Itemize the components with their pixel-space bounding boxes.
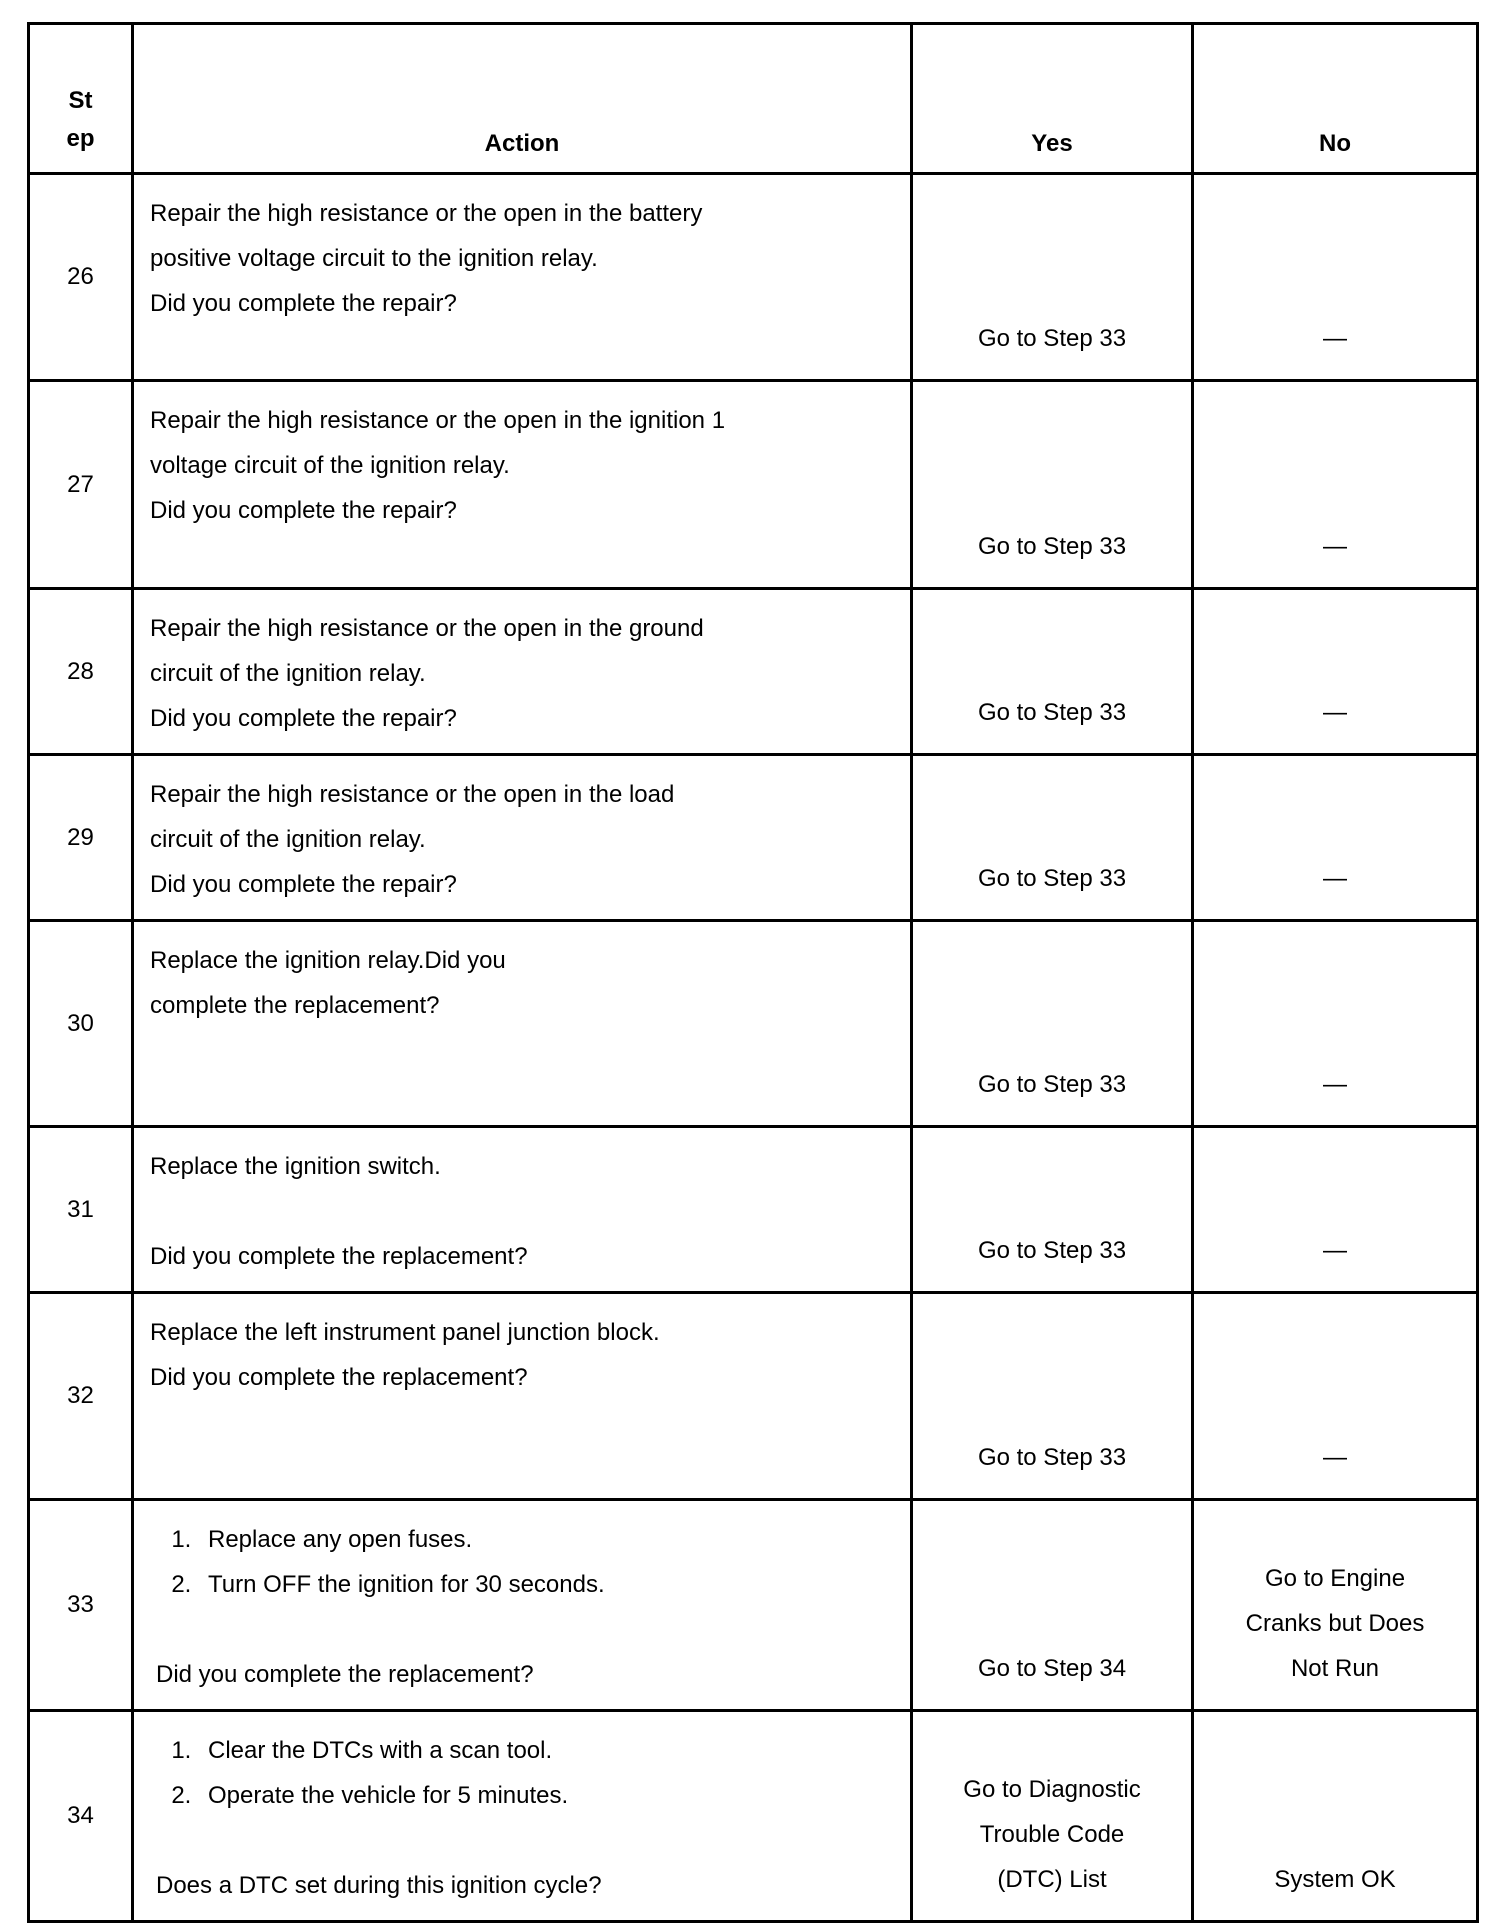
action-line: Replace the left instrument panel junction block. bbox=[150, 1319, 660, 1346]
step-number: 32 bbox=[29, 1293, 133, 1500]
step-number: 30 bbox=[29, 921, 133, 1127]
action-line: Did you complete the replacement? bbox=[150, 1364, 528, 1391]
header-no: No bbox=[1193, 24, 1478, 174]
yes-cell: Go to Step 33 bbox=[912, 381, 1193, 589]
no-line: Go to Engine bbox=[1264, 1565, 1406, 1592]
table-row bbox=[29, 921, 1478, 1127]
table-row bbox=[29, 755, 1478, 921]
header-step bbox=[29, 24, 133, 174]
header-yes: Yes bbox=[912, 24, 1193, 174]
no-cell: — bbox=[1193, 381, 1478, 589]
yes-line: (DTC) List bbox=[997, 1866, 1107, 1893]
step-number: 27 bbox=[29, 381, 133, 589]
no-cell: — bbox=[1193, 589, 1478, 755]
action-cell bbox=[133, 381, 912, 589]
no-line: Not Run bbox=[1290, 1655, 1380, 1682]
yes-cell: Go to Step 33 bbox=[912, 1293, 1193, 1500]
action-line: Replace the ignition switch. bbox=[150, 1153, 441, 1180]
action-list-item: 2. Turn OFF the ignition for 30 seconds. bbox=[198, 1562, 894, 1607]
no-cell: — bbox=[1193, 755, 1478, 921]
action-cell bbox=[133, 1293, 912, 1500]
table-row bbox=[29, 589, 1478, 755]
no-cell: — bbox=[1193, 1293, 1478, 1500]
action-list bbox=[150, 1728, 894, 1818]
yes-cell: Go to Step 33 bbox=[912, 755, 1193, 921]
action-cell bbox=[133, 1127, 912, 1293]
action-line: complete the replacement? bbox=[150, 992, 440, 1019]
action-cell bbox=[133, 174, 912, 381]
action-list-item: 1. Clear the DTCs with a scan tool. bbox=[198, 1728, 894, 1773]
blank-line bbox=[150, 1818, 894, 1863]
action-list bbox=[150, 1517, 894, 1607]
yes-cell: Go to Step 34 bbox=[912, 1500, 1193, 1711]
no-line: Cranks but Does bbox=[1245, 1610, 1425, 1637]
action-line: positive voltage circuit to the ignition relay. bbox=[150, 245, 598, 272]
step-number: 31 bbox=[29, 1127, 133, 1293]
action-line: Did you complete the repair? bbox=[150, 705, 457, 732]
action-cell bbox=[133, 921, 912, 1127]
table-row bbox=[29, 174, 1478, 381]
yes-cell: Go to Step 33 bbox=[912, 1127, 1193, 1293]
action-line: Replace the ignition relay.Did you bbox=[150, 947, 506, 974]
action-line: voltage circuit of the ignition relay. bbox=[150, 452, 510, 479]
action-line: Did you complete the repair? bbox=[150, 871, 457, 898]
yes-cell: Go to Step 33 bbox=[912, 589, 1193, 755]
no-cell: System OK bbox=[1193, 1711, 1478, 1922]
action-line: Did you complete the repair? bbox=[150, 497, 457, 524]
table-row bbox=[29, 1127, 1478, 1293]
header-step-line: ep bbox=[66, 125, 95, 152]
action-line: Did you complete the replacement? bbox=[150, 1243, 528, 1270]
diagnostic-steps-table bbox=[27, 22, 1479, 1923]
yes-cell: Go to Step 33 bbox=[912, 921, 1193, 1127]
no-cell: — bbox=[1193, 921, 1478, 1127]
action-line: Repair the high resistance or the open in the load bbox=[150, 781, 675, 808]
action-line: Repair the high resistance or the open in the battery bbox=[150, 200, 703, 227]
action-cell bbox=[133, 1500, 912, 1711]
yes-cell: Go to Step 33 bbox=[912, 174, 1193, 381]
yes-line: Go to Diagnostic bbox=[963, 1776, 1141, 1803]
action-cell bbox=[133, 589, 912, 755]
header-action: Action bbox=[133, 24, 912, 174]
action-line: circuit of the ignition relay. bbox=[150, 826, 426, 853]
step-number: 26 bbox=[29, 174, 133, 381]
header-step-line: St bbox=[68, 87, 93, 114]
action-question: Does a DTC set during this ignition cycle? bbox=[156, 1872, 602, 1899]
table-row bbox=[29, 1293, 1478, 1500]
yes-cell bbox=[912, 1711, 1193, 1922]
step-number: 34 bbox=[29, 1711, 133, 1922]
action-line: Did you complete the repair? bbox=[150, 290, 457, 317]
table-row bbox=[29, 1711, 1478, 1922]
blank-line bbox=[150, 1607, 894, 1652]
table-row bbox=[29, 1500, 1478, 1711]
no-cell: — bbox=[1193, 1127, 1478, 1293]
action-list-item: 2. Operate the vehicle for 5 minutes. bbox=[198, 1773, 894, 1818]
action-line bbox=[150, 1189, 894, 1234]
action-question: Did you complete the replacement? bbox=[156, 1661, 534, 1688]
step-number: 28 bbox=[29, 589, 133, 755]
action-line: Repair the high resistance or the open in the ground bbox=[150, 615, 704, 642]
yes-line: Trouble Code bbox=[979, 1821, 1125, 1848]
no-cell: — bbox=[1193, 174, 1478, 381]
action-line: Repair the high resistance or the open in the ignition 1 bbox=[150, 407, 726, 434]
action-list-item: 1. Replace any open fuses. bbox=[198, 1517, 894, 1562]
action-line: circuit of the ignition relay. bbox=[150, 660, 426, 687]
no-cell bbox=[1193, 1500, 1478, 1711]
step-number: 29 bbox=[29, 755, 133, 921]
step-number: 33 bbox=[29, 1500, 133, 1711]
header-row bbox=[29, 24, 1478, 174]
action-cell bbox=[133, 1711, 912, 1922]
table-row bbox=[29, 381, 1478, 589]
action-cell bbox=[133, 755, 912, 921]
